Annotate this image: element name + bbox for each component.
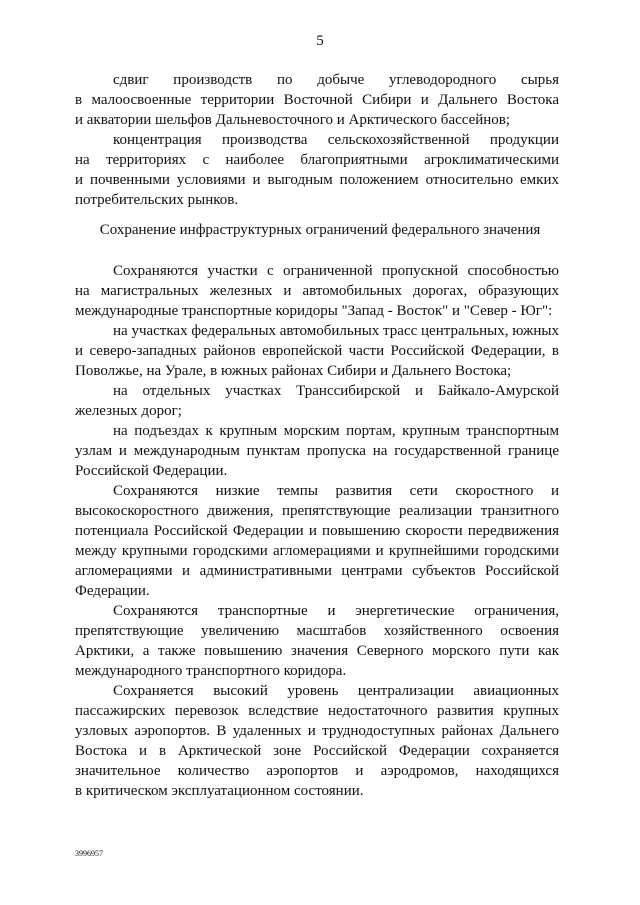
text-line: на отдельных участках Транссибирской и Байкало-Амурской xyxy=(113,383,559,399)
section-heading: Сохранение инфраструктурных ограничений федерального значения xyxy=(99,222,541,238)
text-line: значительное количество аэропортов и аэродромов, находящихся xyxy=(75,763,559,779)
text-line: препятствующие увеличению масштабов хозяйственного освоения xyxy=(75,623,559,639)
text-line: железных дорог; xyxy=(75,403,182,419)
text-line: между крупными городскими агломерациями и крупнейшими городскими xyxy=(75,543,559,559)
text-line: концентрация производства сельскохозяйственной продукции xyxy=(113,132,559,148)
text-line: Федерации. xyxy=(75,583,150,599)
text-line: потребительских рынков. xyxy=(75,192,239,208)
text-line: Российской Федерации. xyxy=(75,463,228,479)
text-line: Востока и в Арктической зоне Российской Федерации сохраняется xyxy=(75,743,559,759)
text-line: в малоосвоенные территории Восточной Сибири и Дальнего Востока xyxy=(75,92,559,108)
text-line: на территориях с наиболее благоприятными агроклиматическими xyxy=(75,152,559,168)
text-line: Сохраняется высокий уровень централизации авиационных xyxy=(113,683,559,699)
text-line: в критическом эксплуатационном состоянии. xyxy=(75,783,364,799)
text-line: на участках федеральных автомобильных трасс центральных, южных xyxy=(113,323,559,339)
text-line: Сохраняются участки с ограниченной пропускной способностью xyxy=(113,263,559,279)
text-line: международного транспортного коридора. xyxy=(75,663,347,679)
text-line: потенциала Российской Федерации и повышению скорости передвижения xyxy=(75,523,559,539)
text-line: высокоскоростного движения, препятствующие реализации транзитного xyxy=(75,503,559,519)
text-line: и почвенными условиями и выгодным положением относительно емких xyxy=(75,172,559,188)
document-code: 3996957 xyxy=(75,849,103,858)
text-line: сдвиг производств по добыче углеводородного сырья xyxy=(113,72,559,88)
text-line: и северо-западных районов европейской части Российской Федерации, в xyxy=(75,343,559,359)
text-line: пассажирских перевозок вследствие недостаточного развития крупных xyxy=(75,703,559,719)
text-line: на магистральных железных и автомобильных дорогах, образующих xyxy=(75,283,559,299)
text-line: и акватории шельфов Дальневосточного и Арктического бассейнов; xyxy=(75,112,511,128)
text-line: международные транспортные коридоры "Запад - Восток" и "Север - Юг": xyxy=(75,303,553,319)
text-line: узлам и международным пунктам пропуска на государственной границе xyxy=(75,443,559,459)
text-line: Сохраняются транспортные и энергетические ограничения, xyxy=(113,603,559,619)
text-line: узловых аэропортов. В удаленных и труднодоступных районах Дальнего xyxy=(75,723,559,739)
text-line: на подъездах к крупным морским портам, крупным транспортным xyxy=(113,423,559,439)
text-line: Сохраняются низкие темпы развития сети скоростного и xyxy=(113,483,559,499)
text-line: Поволжье, на Урале, в южных районах Сибири и Дальнего Востока; xyxy=(75,363,512,379)
text-line: Арктики, а также повышению значения Северного морского пути как xyxy=(75,643,559,659)
page-number: 5 xyxy=(316,33,324,49)
text-line: агломерациями и административными центрами субъектов Российской xyxy=(75,563,559,579)
